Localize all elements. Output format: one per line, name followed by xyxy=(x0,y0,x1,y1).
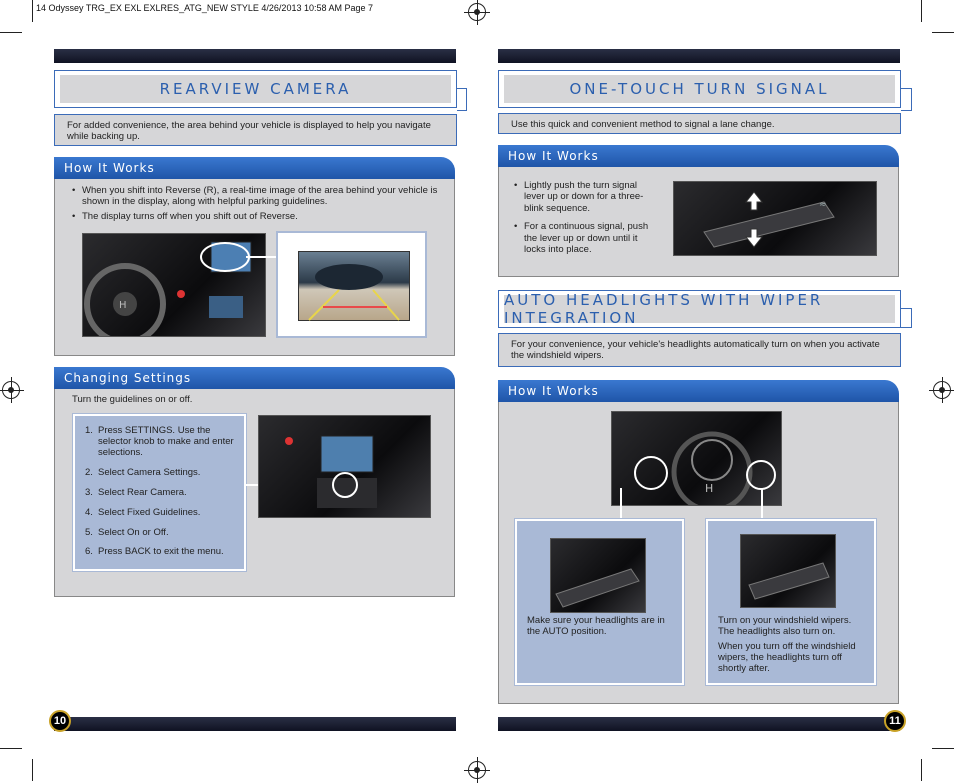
rearview-bullets xyxy=(72,185,447,225)
headlights-how-tab: How It Works xyxy=(498,380,899,402)
caption-wiper-off: When you turn off the windshield wipers, the headlights turn off shortly after. xyxy=(718,641,856,674)
bottom-bar xyxy=(498,717,900,731)
svg-text:≈: ≈ xyxy=(819,200,827,210)
wiper-lever-photo xyxy=(740,534,836,608)
crop-mark xyxy=(0,32,22,33)
crop-mark xyxy=(32,0,33,22)
rearview-intro: For added convenience, the area behind your vehicle is displayed to help you navigate while backing up. xyxy=(54,114,457,146)
connector-line xyxy=(620,488,622,520)
step-item xyxy=(85,488,235,499)
turn-signal-intro: Use this quick and convenient method to signal a lane change. xyxy=(498,113,901,134)
registration-mark-icon xyxy=(468,761,486,779)
connector-line xyxy=(761,488,763,520)
cluster-illustration xyxy=(612,412,782,506)
page-number: 11 xyxy=(884,710,906,732)
bullet-item: • Lightly push the turn signal lever up or down for a three-blink sequence. xyxy=(514,180,659,214)
step-text: Press SETTINGS. Use the selector knob to make and enter selections. xyxy=(98,425,234,458)
rearview-title-box xyxy=(54,70,457,108)
registration-mark-icon xyxy=(2,381,20,399)
bottom-bar xyxy=(54,717,456,731)
step-text: Select On or Off. xyxy=(98,526,169,538)
top-bar xyxy=(54,49,456,63)
left-highlight-circle xyxy=(634,456,668,490)
rearview-title: REARVIEW CAMERA xyxy=(60,75,451,103)
highlight-circle xyxy=(200,242,250,272)
top-bar xyxy=(498,49,900,63)
caption-wiper-on: Turn on your windshield wipers. The headlights also turn on. xyxy=(718,615,852,637)
step-item xyxy=(85,468,235,479)
wiper-illustration xyxy=(741,535,836,608)
step-item xyxy=(85,547,235,558)
bullet-item: • The display turns off when you shift out of Reverse. xyxy=(72,211,447,222)
step-number: 1. xyxy=(85,425,93,436)
headlights-title: AUTO HEADLIGHTS WITH WIPER INTEGRATION xyxy=(504,295,895,323)
step-number: 6. xyxy=(85,546,93,558)
title-bracket xyxy=(457,88,467,111)
title-bracket xyxy=(901,308,912,328)
turn-signal-lever-photo xyxy=(673,181,877,256)
step-text: Press BACK to exit the menu. xyxy=(98,546,224,558)
turn-signal-title-box xyxy=(498,70,901,108)
svg-text:H: H xyxy=(119,300,127,311)
settings-lead: Turn the guidelines on or off. xyxy=(72,394,193,405)
registration-mark-icon xyxy=(933,381,951,399)
step-item xyxy=(85,508,235,519)
bullet-item: • When you shift into Reverse (R), a real-time image of the area behind your vehicle is shown in the display, along with helpful parking guidelines. xyxy=(72,185,447,208)
print-header: 14 Odyssey TRG_EX EXL EXLRES_ATG_NEW STYLE 4/26/2013 10:58 AM Page 7 xyxy=(36,3,374,13)
headlight-switch-photo xyxy=(550,538,646,613)
turn-signal-title: ONE-TOUCH TURN SIGNAL xyxy=(504,75,895,103)
page-number: 10 xyxy=(49,710,71,732)
bullet-item: • For a continuous signal, push the lever up or down until it locks into place. xyxy=(514,221,659,255)
center-console-photo xyxy=(258,415,431,518)
switch-illustration xyxy=(551,539,646,613)
headlights-intro: For your convenience, your vehicle's headlights automatically turn on when you activate the windshield wipers. xyxy=(498,333,901,367)
crop-mark xyxy=(932,748,954,749)
settings-steps xyxy=(85,426,235,567)
step-number: 4. xyxy=(85,506,93,518)
camera-image xyxy=(298,251,410,321)
caption-auto: Make sure your headlights are in the AUTO position. xyxy=(527,615,665,637)
step-text: Select Rear Camera. xyxy=(98,486,187,498)
registration-mark-icon xyxy=(468,3,486,21)
instrument-cluster-photo xyxy=(611,411,782,506)
dashboard-photo xyxy=(82,233,266,337)
title-bracket xyxy=(901,88,912,111)
crop-mark xyxy=(921,0,922,22)
crop-mark xyxy=(921,759,922,781)
step-number: 5. xyxy=(85,526,93,538)
headlights-title-box xyxy=(498,290,901,328)
svg-text:H: H xyxy=(705,482,714,495)
turn-signal-how-tab: How It Works xyxy=(498,145,899,167)
step-item xyxy=(85,426,235,459)
crop-mark xyxy=(32,759,33,781)
step-item xyxy=(85,528,235,539)
step-text: Select Camera Settings. xyxy=(98,466,201,478)
turn-signal-bullets xyxy=(514,180,659,258)
knob-highlight-circle xyxy=(332,472,358,498)
step-number: 3. xyxy=(85,486,93,498)
settings-tab: Changing Settings xyxy=(54,367,455,389)
right-highlight-circle xyxy=(746,460,776,490)
camera-display-frame xyxy=(276,231,427,338)
crop-mark xyxy=(0,748,22,749)
crop-mark xyxy=(932,32,954,33)
console-illustration xyxy=(259,416,431,518)
step-text: Select Fixed Guidelines. xyxy=(98,506,201,518)
lever-illustration xyxy=(674,182,877,256)
step-number: 2. xyxy=(85,466,93,478)
connector-line xyxy=(246,256,278,258)
car-rear-illustration xyxy=(299,252,411,322)
rearview-how-tab: How It Works xyxy=(54,157,455,179)
